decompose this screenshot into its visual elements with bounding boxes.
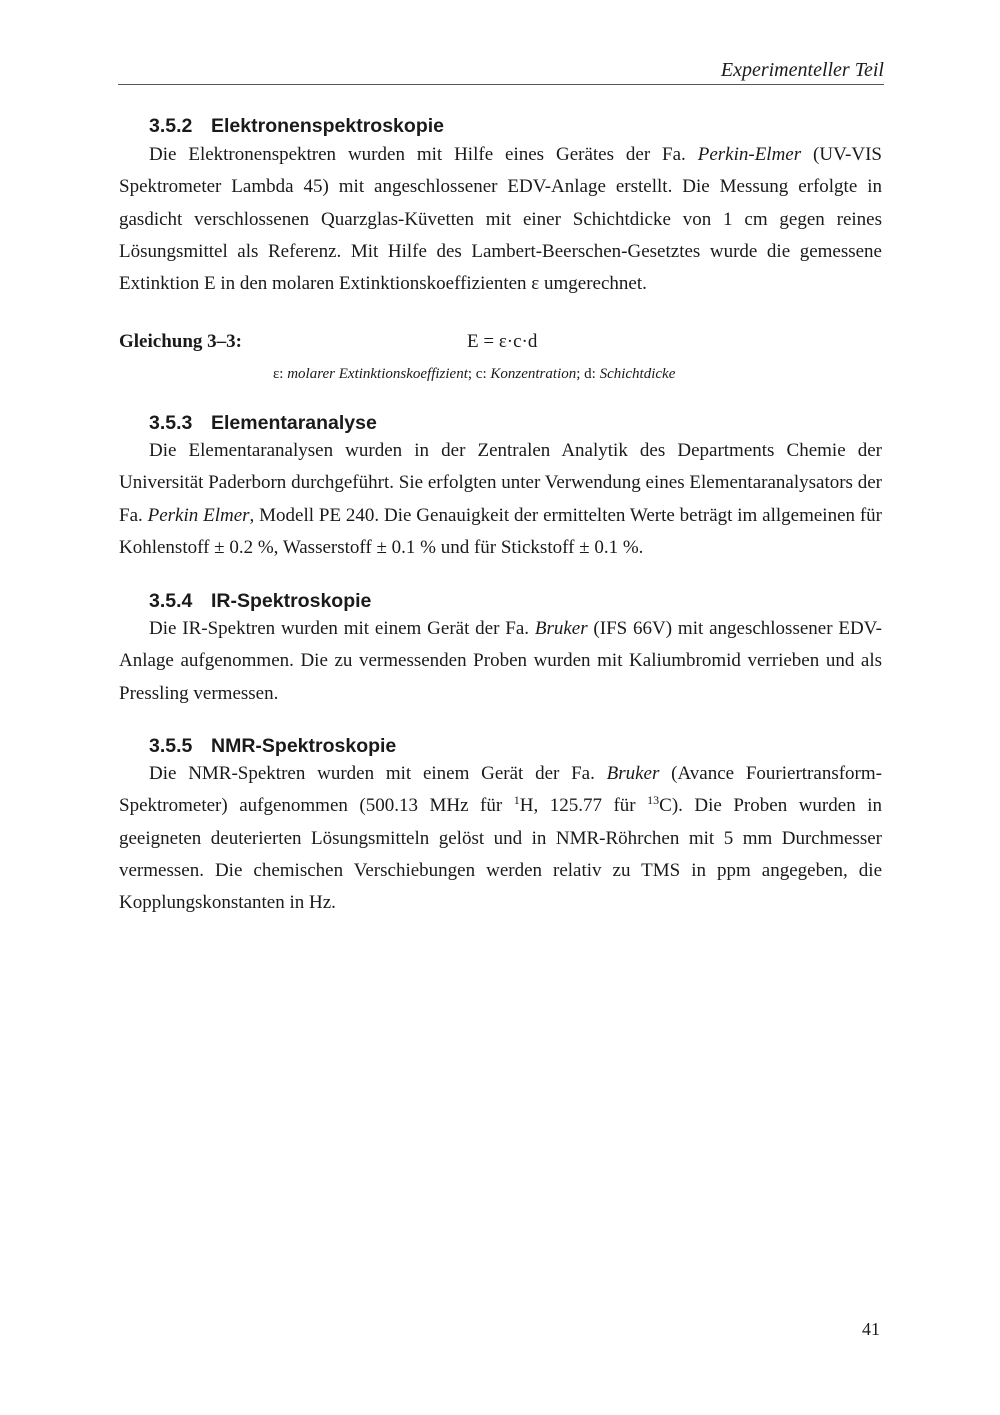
section-heading-3-5-3 xyxy=(149,411,377,435)
company-name: Perkin Elmer xyxy=(147,504,250,526)
paragraph-elektronenspektroskopie xyxy=(119,139,882,300)
text-run: (UV-VIS Spektrometer Lambda 45) mit angeschlossener EDV-Anlage erstellt. Die Messung erfolgte in gasdicht verschlossenen Quarzglas-Küvetten mit einer Schichtdicke von 1 cm gegen reines Lösungsmittel als Referenz. Mit Hilfe des Lambert-Beerschen-Gesetztes wurde die gemessene Extinktion E in den molaren Extinktionskoeffizienten ε umgerechnet. xyxy=(119,144,882,295)
isotope-superscript: 13 xyxy=(647,793,660,808)
text-run: Die IR-Spektren wurden mit einem Gerät der Fa. xyxy=(149,618,535,639)
header-rule xyxy=(118,84,884,85)
text-run: , Modell PE 240. Die Genauigkeit der ermittelten Werte beträgt im allgemeinen für Kohlenstoff ± 0.2 %, Wasserstoff ± 0.1 % und für Stickstoff ± 0.1 %. xyxy=(119,504,883,558)
section-title: IR-Spektroskopie xyxy=(211,590,372,612)
section-title: Elektronenspektroskopie xyxy=(211,115,444,137)
section-heading-3-5-4 xyxy=(149,589,371,613)
equation-formula: E = ε·c·d xyxy=(467,331,538,352)
page-number: 41 xyxy=(862,1319,880,1339)
text-run: Die Elementaranalysen wurden in der Zentralen Analytik des Departments Chemie der Universität Paderborn durchgeführt. Sie erfolgten unter Verwendung eines Elementaranalysators der Fa. xyxy=(119,440,882,526)
legend-term: Schichtdicke xyxy=(599,366,676,382)
section-heading-3-5-5 xyxy=(149,734,396,758)
text-run: C). Die Proben wurden in geeigneten deuterierten Lösungsmitteln gelöst und in NMR-Röhrchen mit 5 mm Durchmesser vermessen. Die chemischen Verschiebungen werden relativ zu TMS in ppm angegeben, die Kopplungskonstanten in Hz. xyxy=(119,795,882,914)
equation-label: Gleichung 3–3: xyxy=(119,331,242,352)
section-heading-3-5-2 xyxy=(149,114,444,138)
text-run: (Avance Fouriertransform-Spektrometer) aufgenommen (500.13 MHz für xyxy=(119,763,882,817)
section-title: Elementaranalyse xyxy=(211,412,377,434)
equation-legend xyxy=(273,364,675,384)
text-run: (IFS 66V) mit angeschlossener EDV-Anlage aufgenommen. Die zu vermessenden Proben wurden mit Kaliumbromid verrieben und als Pressling vermessen. xyxy=(119,618,882,704)
section-number: 3.5.4 xyxy=(149,590,193,612)
company-name: Bruker xyxy=(606,763,660,784)
company-name: Perkin-Elmer xyxy=(697,144,802,165)
section-number: 3.5.3 xyxy=(149,412,193,434)
paragraph-ir-spektroskopie xyxy=(119,613,882,710)
isotope-superscript: 1 xyxy=(513,793,520,808)
section-title: NMR-Spektroskopie xyxy=(211,735,397,757)
paragraph-nmr-spektroskopie xyxy=(119,758,882,919)
section-number: 3.5.2 xyxy=(149,115,193,137)
running-header: Experimenteller Teil xyxy=(720,59,884,81)
legend-symbol: ; c: xyxy=(467,366,491,382)
text-run: H, 125.77 für xyxy=(519,795,648,817)
paragraph-elementaranalyse xyxy=(119,435,882,564)
legend-symbol: ; d: xyxy=(576,366,600,382)
text-run: Die Elektronenspektren wurden mit Hilfe eines Gerätes der Fa. xyxy=(149,144,698,165)
section-number: 3.5.5 xyxy=(149,735,193,757)
company-name: Bruker xyxy=(534,618,588,639)
legend-term: Konzentration xyxy=(490,366,577,382)
legend-symbol: ε: xyxy=(273,366,288,382)
text-run: Die NMR-Spektren wurden mit einem Gerät der Fa. xyxy=(149,763,607,784)
legend-term: molarer Extinktionskoeffizient xyxy=(287,366,468,382)
